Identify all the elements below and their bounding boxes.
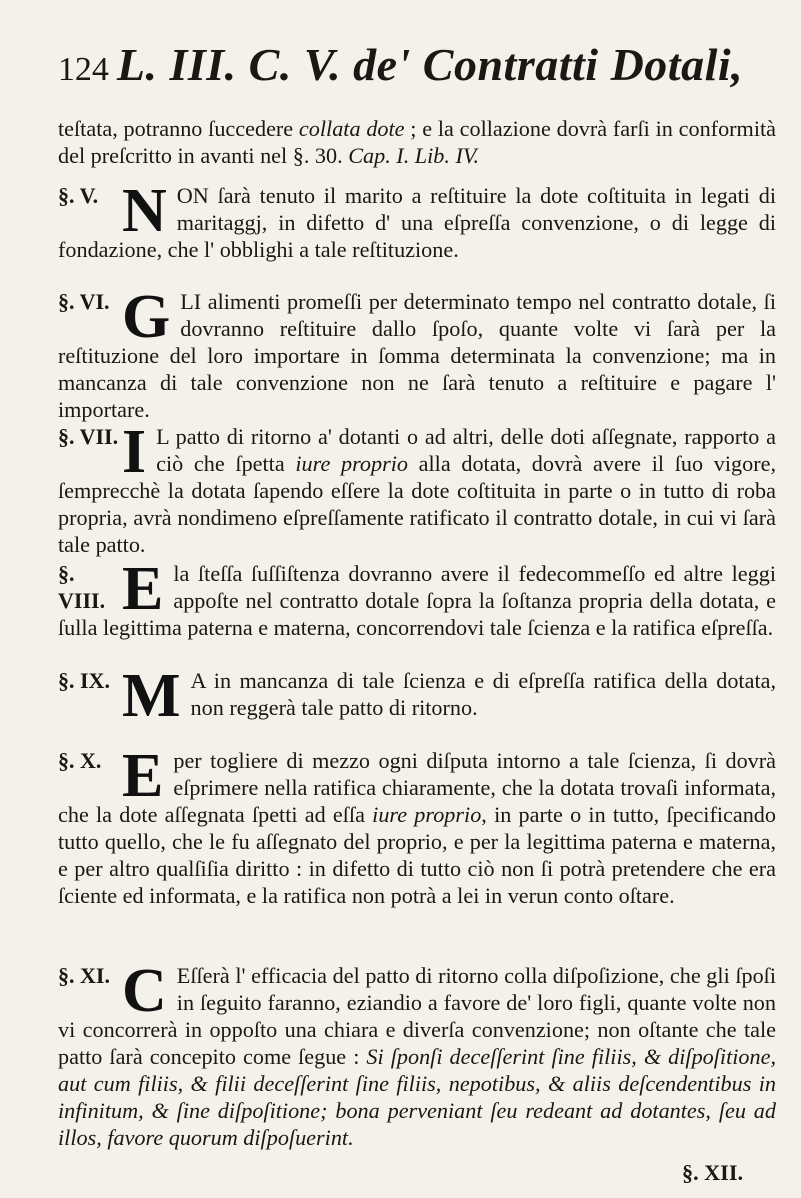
section-5 — [58, 177, 776, 263]
section-11: §. XI. C Eſſerà l' efficacia del patto di ritorno colla diſpoſizione, che gli ſpoſi in ſeguito faranno, eziandio a favore de' loro figli, quante volte non vi concorrerà in oppoſto una chiara e diverſa convenzione; non oſtante che tale patto ſarà concepito come ſegue : Si ſponſi deceſſerint ſine filiis, & diſpoſitione, aut cum filiis, & filii deceſſerint ſine filiis, nepotibus, & aliis deſcendentibus in infinitum, & ſine diſpoſitione; bona perveniant ſeu redeant ad dotantes, ſeu ad illos, favore quorum diſpoſuerint. — [58, 957, 776, 1150]
section-number: §. VII. — [58, 424, 119, 449]
section-6 — [58, 283, 776, 423]
drop-cap: G — [122, 283, 171, 351]
drop-cap: C — [122, 957, 167, 1025]
section-number: §. IX. — [58, 668, 110, 693]
catchword: §. XII. — [681, 1160, 743, 1185]
section-number: §. XI. — [58, 963, 110, 988]
drop-cap: E — [122, 742, 164, 810]
section-7: §. VII. I L patto di ritorno a' dotanti o ad altri, delle doti aſſegnate, rapporto a ciò che ſpetta iure proprio alla dotata, dovrà avere il ſuo vigore, ſemprecchè la dotata ſapendo eſſere la dote coſtituita in parte o in tutto di roba propria, avrà nondimeno eſpreſſamente ratificato il contratto dotale, in cui vi ſarà tale patto. — [58, 418, 776, 557]
section-text: LI alimenti promeſſi per determinato tempo nel contratto dotale, ſi dovranno reſtituire dallo ſpoſo, quante volte vi ſarà per la reſtituzione del loro importare in ſomma determinata la convenzione; ma in mancanza di tale convenzione non ne ſarà tenuto a reſtituire e pagare l' importare. — [58, 289, 776, 422]
section-number: §. VIII. — [58, 561, 106, 613]
page-header — [0, 38, 801, 91]
section-text: A in mancanza di tale ſcienza e di eſpreſſa ratifica della dotata, non reggerà tale patto di ritorno. — [190, 668, 776, 720]
section-number: §. V. — [58, 183, 99, 208]
section-10: §. X. E per togliere di mezzo ogni diſputa intorno a tale ſcienza, ſi dovrà eſprimere nella ratifica chiaramente, che la dotata trovaſi informata, che la dote aſſegnata ſpetti ad eſſa iure proprio, in parte o in tutto, ſpecificando tutto quello, che le fu aſſegnato del proprio, e per la legittima paterna e materna, e per altro qualſiſia diritto : in difetto di tutto ciò non ſi potrà pretendere che era ſciente ed informata, e la ratifica non potrà a lei in verun conto oſtare. — [58, 742, 776, 908]
section-number: §. X. — [58, 748, 102, 773]
drop-cap: I — [122, 418, 147, 486]
section-text: ON ſarà tenuto il marito a reſtituire la dote coſtituita in legati di maritaggj, in difetto d' una eſpreſſa convenzione, o di legge di fondazione, che l' obblighi a tale reſtituzione. — [58, 183, 776, 262]
drop-cap: N — [122, 177, 167, 245]
page-number: 124 — [57, 51, 109, 88]
continuation-paragraph: teſtata, potranno ſuccedere collata dote ; e la collazione dovrà farſi in conformità del preſcritto in avanti nel §. 30. Cap. I. Lib. IV. — [58, 116, 776, 168]
running-title: L. III. C. V. de' Contratti Dotali, — [116, 39, 744, 90]
section-8 — [58, 555, 776, 641]
section-text: la ſteſſa ſuſſiſtenza dovranno avere il fedecommeſſo ed altre leggi appoſte nel contratto dotale ſopra la ſoſtanza propria della dotata, e ſulla legittima paterna e materna, concorrendovi tale ſcienza e la ratifica eſpreſſa. — [58, 561, 776, 640]
drop-cap: E — [122, 555, 164, 623]
section-number: §. VI. — [58, 289, 110, 314]
section-9 — [58, 662, 776, 730]
drop-cap: M — [122, 662, 181, 730]
